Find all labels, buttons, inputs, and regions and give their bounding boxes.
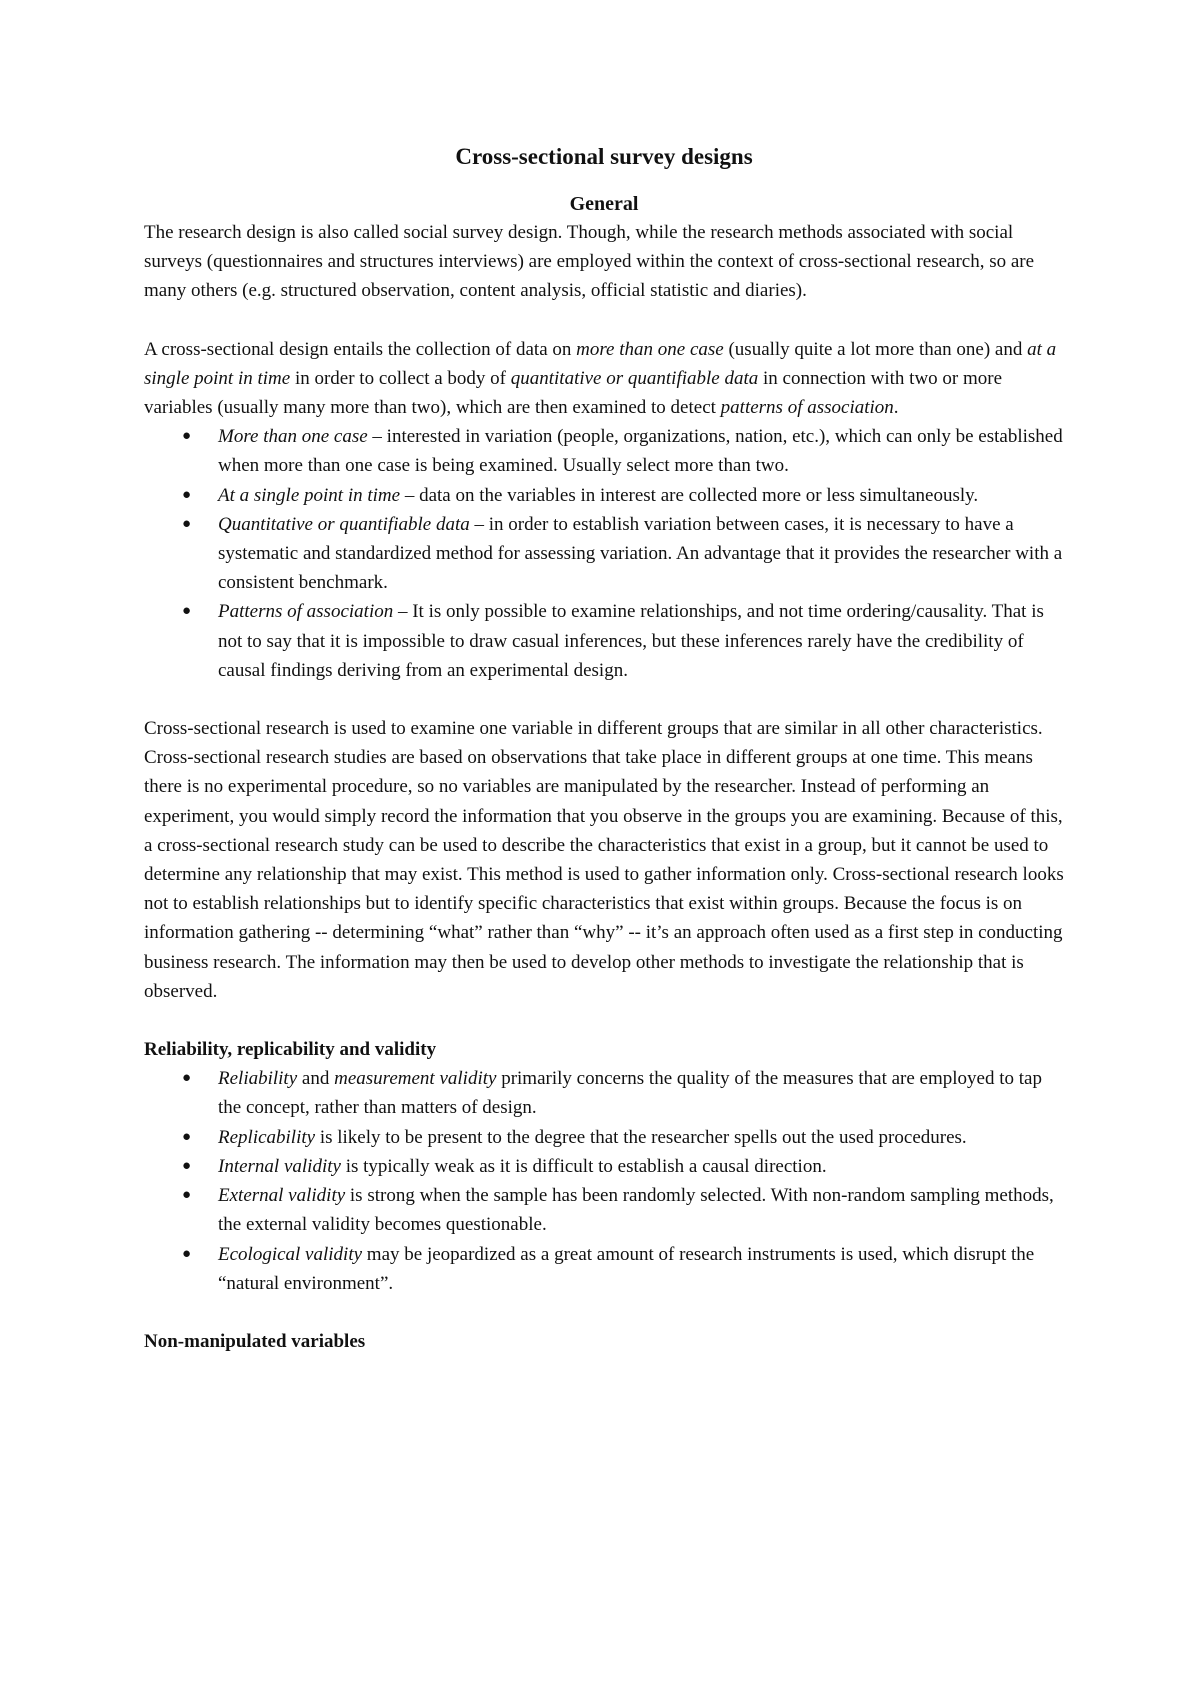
italic-term: at a single point in time xyxy=(144,338,1057,389)
text-run: . xyxy=(893,397,899,419)
list-item xyxy=(144,510,1064,598)
bullet-icon: ● xyxy=(182,1157,192,1174)
document-title: Cross-sectional survey designs xyxy=(455,144,753,169)
list-item-text: primarily concerns the quality of the measures that are employed to tap the concept, rather than matters of design. xyxy=(218,1068,1042,1119)
bullet-icon: ● xyxy=(182,486,192,503)
italic-term: patterns of association xyxy=(720,397,894,419)
paragraph-cross-sectional-research: Cross-sectional research is used to examine one variable in different groups that are similar in all other characteristics. Cross-sectional research studies are based on observations that take place in different groups at one time. This means there is no experimental procedure, so no variables are manipulated by the researcher. Instead of performing an experiment, you would simply record the information that you observe in the groups you are examining. Because of this, a cross-sectional research study can be used to describe the characteristics that exist in a group, but it cannot be used to determine any relationship that may exist. This method is used to gather information only. Cross-sectional research looks not to establish relationships but to identify specific characteristics that exist within groups. Because the focus is on information gathering -- determining “what” rather than “why” -- it’s an approach often used as a first step in conducting business research. The information may then be used to develop other methods to investigate the relationship that is observed. xyxy=(144,718,1064,1002)
list-item xyxy=(144,1240,1064,1298)
italic-term: External validity xyxy=(218,1185,346,1207)
paragraph-definition xyxy=(144,335,1064,423)
spacer xyxy=(144,1298,1064,1327)
italic-term: Internal validity xyxy=(218,1155,341,1177)
italic-term: quantitative or quantifiable data xyxy=(510,367,759,389)
list-item xyxy=(144,597,1064,685)
text-run: A cross-sectional design entails the collection of data on xyxy=(144,338,577,360)
list-item-text: – It is only possible to examine relationships, and not time ordering/causality. That is not to say that it is impossible to draw casual inferences, but these inferences rarely have the credibility of causal findings deriving from an experimental design. xyxy=(218,601,1044,681)
italic-term: measurement validity xyxy=(334,1068,497,1090)
list-item xyxy=(144,422,1064,480)
italic-term: more than one case xyxy=(576,338,724,360)
list-item xyxy=(144,1064,1064,1122)
section-heading-general: General xyxy=(569,193,639,215)
list-item xyxy=(144,1181,1064,1239)
text-run: in connection with two or more variables (usually many more than two), which are then examined to detect xyxy=(144,367,1003,419)
bullet-icon: ● xyxy=(182,1245,192,1262)
text-run: and xyxy=(297,1068,335,1090)
list-item-text: is strong when the sample has been randomly selected. With non-random sampling methods, the external validity becomes questionable. xyxy=(218,1185,1054,1236)
list-item-text: – interested in variation (people, organizations, nation, etc.), which can only be established when more than one case is being examined. Usually select more than two. xyxy=(218,426,1063,477)
general-bullet-list xyxy=(144,422,1064,685)
text-run: in order to collect a body of xyxy=(290,367,511,389)
italic-term: Quantitative or quantifiable data xyxy=(218,513,470,535)
bullet-icon: ● xyxy=(182,1070,192,1087)
bullet-icon: ● xyxy=(182,1128,192,1145)
italic-term: Patterns of association xyxy=(218,601,394,623)
section-heading-non-manipulated: Non-manipulated variables xyxy=(144,1330,366,1352)
list-item-text: is likely to be present to the degree that the researcher spells out the used procedures. xyxy=(315,1126,967,1148)
italic-term: More than one case xyxy=(218,426,368,448)
italic-term: Ecological validity xyxy=(218,1243,363,1265)
list-item-text: is typically weak as it is difficult to establish a causal direction. xyxy=(340,1155,827,1177)
bullet-icon: ● xyxy=(182,603,192,620)
italic-term: At a single point in time xyxy=(218,484,401,506)
bullet-icon: ● xyxy=(182,515,192,532)
list-item xyxy=(144,481,1064,510)
list-item xyxy=(144,1152,1064,1181)
italic-term: Reliability xyxy=(218,1068,298,1090)
text-run: (usually quite a lot more than one) and xyxy=(723,338,1028,360)
document-page xyxy=(144,142,1064,1356)
spacer xyxy=(144,685,1064,714)
reliability-bullet-list xyxy=(144,1064,1064,1298)
list-item-text: – in order to establish variation between cases, it is necessary to have a systematic and standardized method for assessing variation. An advantage that it provides the researcher with a consistent benchmark. xyxy=(218,513,1063,594)
paragraph-intro: The research design is also called social survey design. Though, while the research methods associated with social surveys (questionnaires and structures interviews) are employed within the context of cross-sectional research, so are many others (e.g. structured observation, content analysis, official statistic and diaries). xyxy=(144,222,1035,302)
bullet-icon: ● xyxy=(182,1187,192,1204)
list-item-text: may be jeopardized as a great amount of research instruments is used, which disrupt the “natural environment”. xyxy=(218,1243,1035,1294)
spacer xyxy=(144,306,1064,335)
section-heading-reliability: Reliability, replicability and validity xyxy=(144,1039,437,1061)
list-item-text: – data on the variables in interest are collected more or less simultaneously. xyxy=(400,484,979,506)
list-item xyxy=(144,1123,1064,1152)
spacer xyxy=(144,1006,1064,1035)
italic-term: Replicability xyxy=(218,1126,316,1148)
bullet-icon: ● xyxy=(182,428,192,445)
